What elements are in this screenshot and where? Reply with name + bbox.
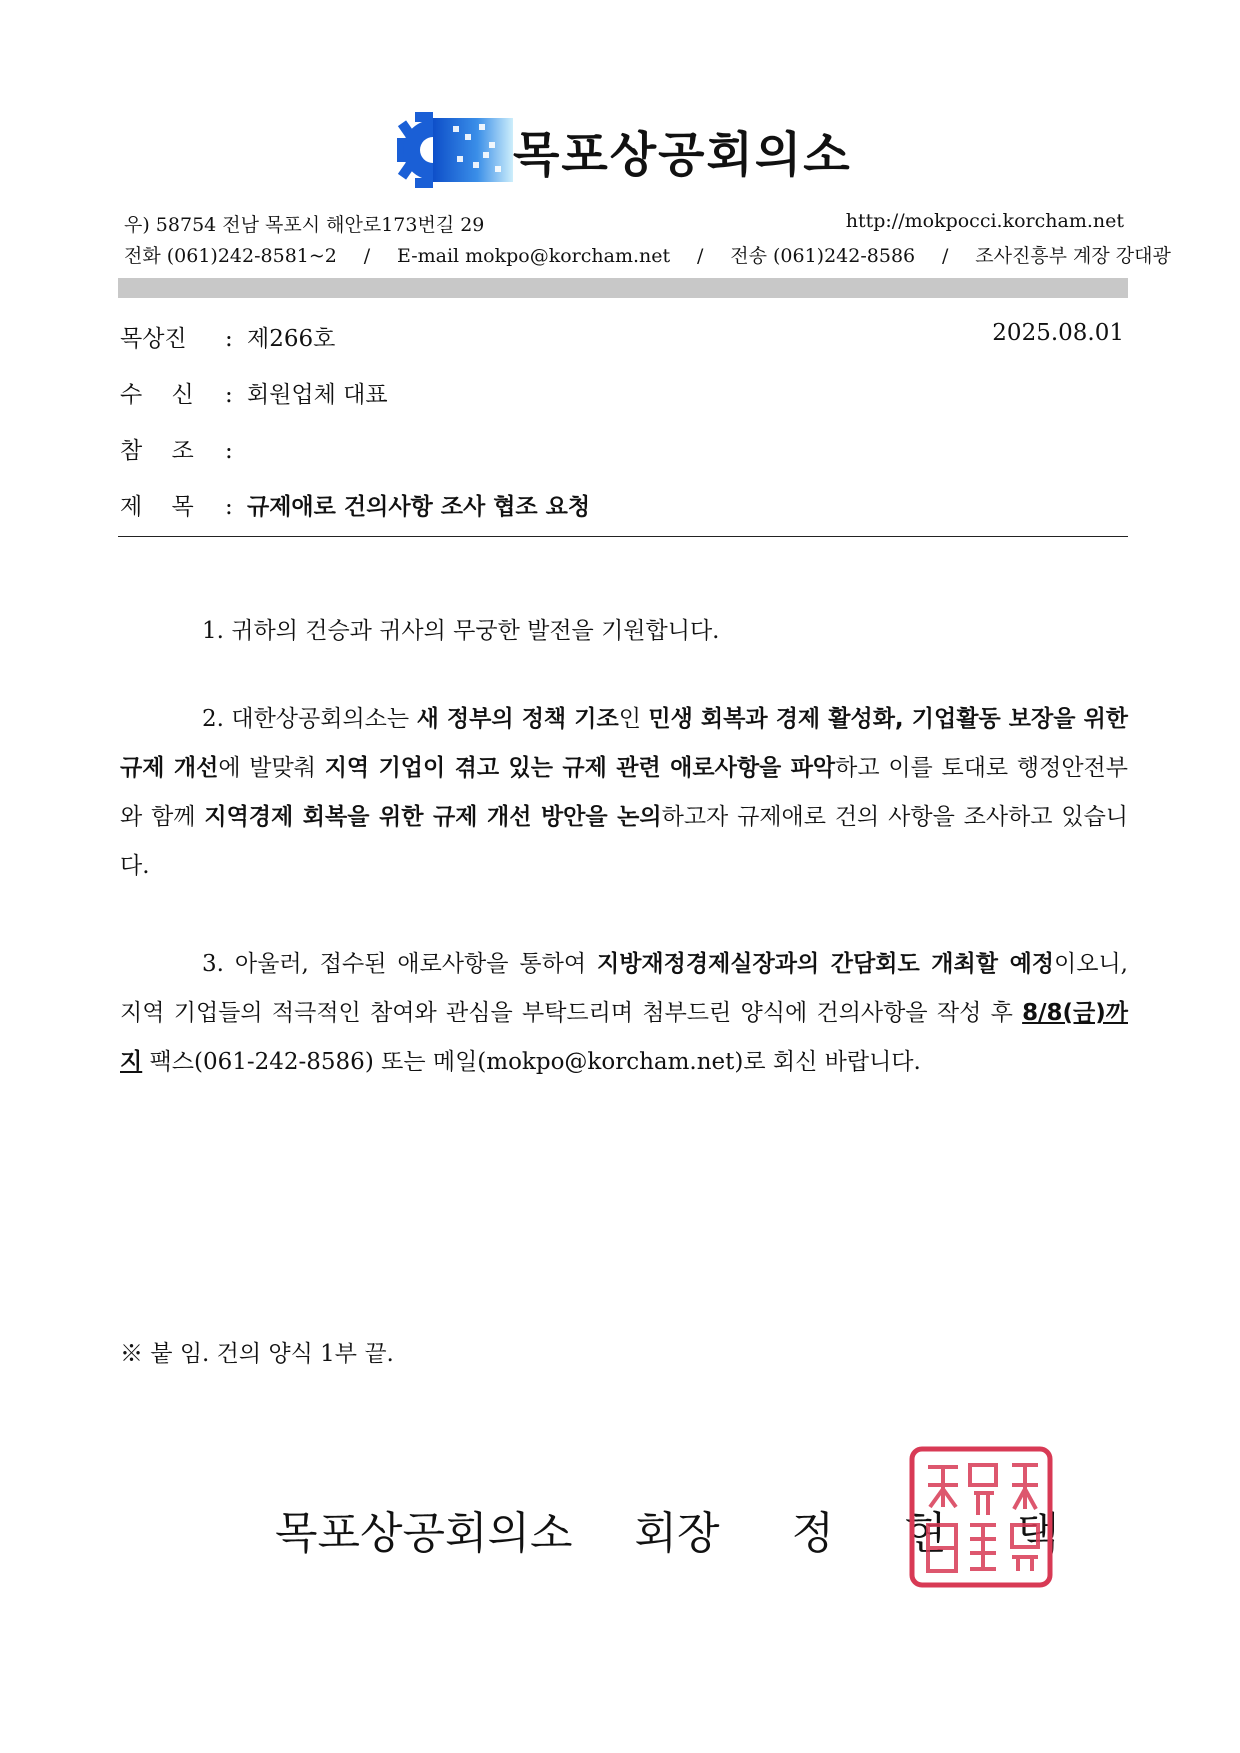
separator: / bbox=[697, 245, 704, 267]
fax: 전송 (061)242-8586 bbox=[730, 245, 916, 267]
gear-logo-icon bbox=[395, 112, 515, 188]
signer-title: 회장 bbox=[634, 1508, 720, 1559]
doc-date: 2025.08.01 bbox=[992, 320, 1124, 346]
reference: 참 조 : bbox=[120, 432, 247, 465]
subject-underline bbox=[118, 536, 1128, 537]
separator: / bbox=[941, 245, 949, 267]
doc-number-value: 제266호 bbox=[247, 326, 336, 352]
paragraph-1: 1. 귀하의 건승과 귀사의 무궁한 발전을 기원합니다. bbox=[202, 618, 720, 644]
signer-name-1: 정 bbox=[791, 1508, 835, 1559]
letterhead-logo bbox=[395, 112, 855, 188]
recipient-value: 회원업체 대표 bbox=[247, 382, 388, 408]
signer-name-2: 현 bbox=[904, 1508, 947, 1559]
address: 우) 58754 전남 목포시 해안로173번길 29 bbox=[124, 214, 485, 236]
header-divider-bar bbox=[118, 278, 1128, 298]
paragraph-2: 2. 대한상공회의소는 새 정부의 정책 기조인 민생 회복과 경제 활성화, 기업활동 보장을 위한 규제 개선에 발맞춰 지역 기업이 겪고 있는 규제 관련 애로사항을 파악하고 이를 토대로 행정안전부와 함께 지역경제 회복을 위한 규제 개선 방안을 논의하고자 규제애로 건의 사항을 조사하고 있습니다. bbox=[120, 706, 1129, 879]
signer-name-3: 택 bbox=[1016, 1508, 1060, 1559]
contact-row-phone bbox=[124, 241, 1171, 268]
website-link[interactable]: http://mokpocci.korcham.net bbox=[845, 210, 1124, 232]
doc-number: 목상진 : 제266호 bbox=[120, 320, 335, 353]
subject-value: 규제애로 건의사항 조사 협조 요청 bbox=[247, 494, 591, 520]
signer-org: 목포상공회의소 bbox=[275, 1508, 573, 1559]
contact-person: 조사진흥부 계장 강대광 bbox=[975, 245, 1171, 267]
recipient: 수 신 : 회원업체 대표 bbox=[120, 376, 388, 409]
phone: 전화 (061)242-8581~2 bbox=[124, 245, 337, 267]
email[interactable]: E-mail mokpo@korcham.net bbox=[396, 245, 671, 267]
attachment-note: ※ 붙 임. 건의 양식 1부 끝. bbox=[120, 1341, 394, 1367]
subject: 제 목 : 규제애로 건의사항 조사 협조 요청 bbox=[120, 488, 590, 521]
deadline: 8/8(금)까지 bbox=[120, 1000, 1128, 1075]
subject-label: 제 목 bbox=[120, 494, 194, 520]
contact-row-address bbox=[124, 210, 1124, 237]
separator: / bbox=[363, 245, 371, 267]
official-seal-icon bbox=[908, 1445, 1054, 1589]
doc-number-label: 목상진 bbox=[120, 326, 187, 352]
reference-label: 참 조 bbox=[120, 438, 194, 464]
paragraph-3: 3. 아울러, 접수된 애로사항을 통하여 지방재정경제실장과의 간담회도 개최할 예정이오니, 지역 기업들의 적극적인 참여와 관심을 부탁드리며 첨부드린 양식에 건의사항을 작성 후 8/8(금)까지 팩스(061-242-8586) 또는 메일(mokpo@korcham.net)로 회신 바랍니다. bbox=[120, 951, 1128, 1075]
org-name: 목포상공회의소 bbox=[513, 127, 852, 183]
recipient-label: 수 신 bbox=[120, 382, 194, 408]
